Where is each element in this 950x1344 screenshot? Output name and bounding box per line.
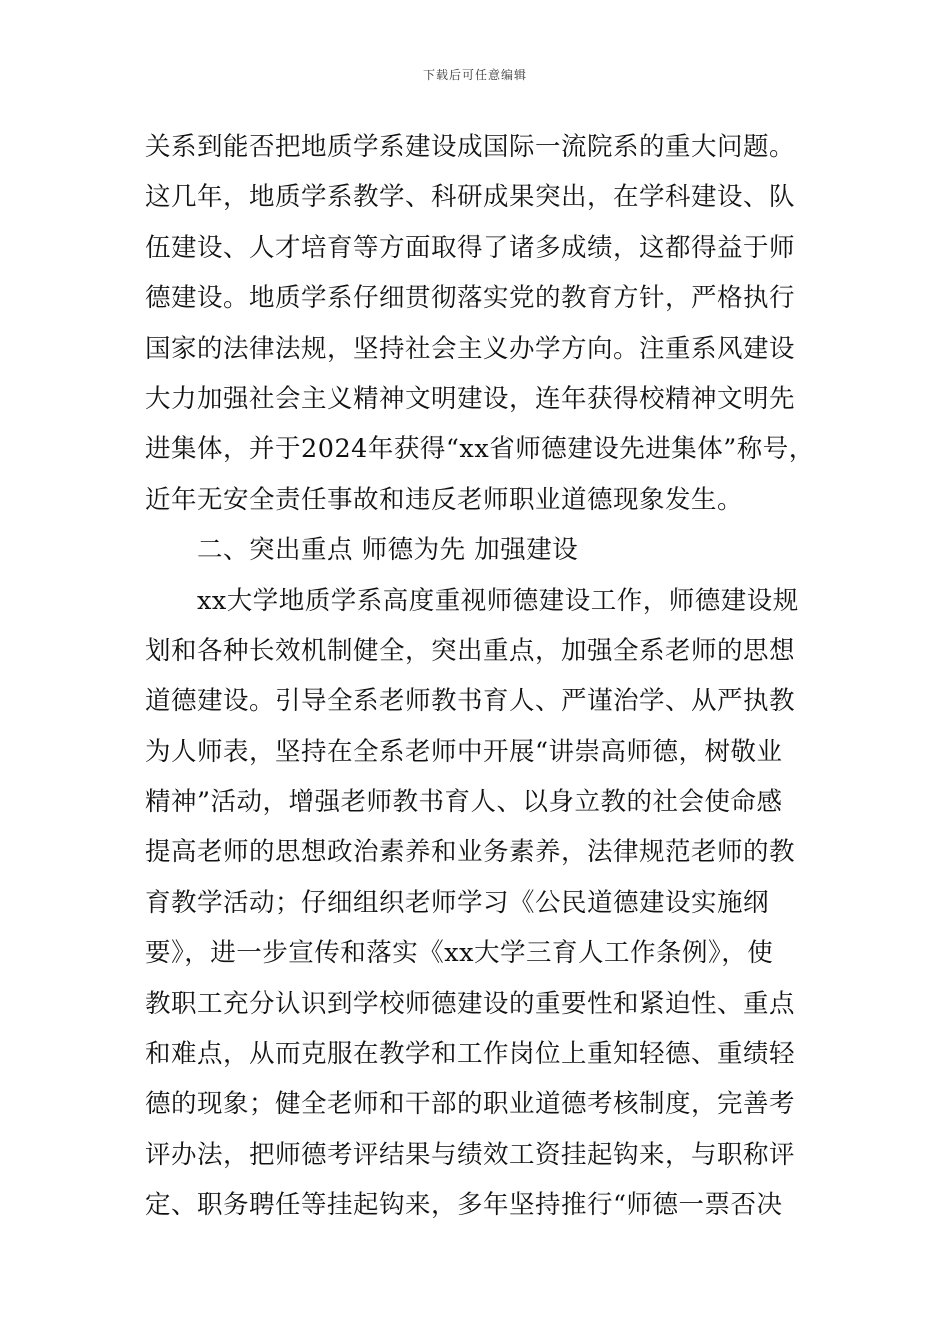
page-header: 下载后可任意编辑 [422,68,527,82]
text-line: 育教学活动；仔细组织老师学习《公民道德建设实施纲 [145,887,770,918]
text-line: 为人师表，坚持在全系老师中开展“讲崇高师德，树敬业 [145,736,783,767]
text-line: 定、职务聘任等挂起钩来，多年坚持推行“师德一票否决 [145,1190,783,1221]
text-line: 关系到能否把地质学系建设成国际一流院系的重大问题。 [145,132,796,162]
text-line: 道德建设。引导全系老师教书育人、严谨治学、从严执教 [145,686,796,717]
text-line: 评办法，把师德考评结果与绩效工资挂起钩来，与职称评 [145,1139,796,1170]
section-heading: 二、突出重点 师德为先 加强建设 [197,535,579,566]
text-line: 和难点，从而克服在教学和工作岗位上重知轻德、重绩轻 [145,1039,796,1070]
text-line: 近年无安全责任事故和违反老师职业道德现象发生。 [145,484,744,515]
text-line: 德建设。地质学系仔细贯彻落实党的教育方针，严格执行 [145,283,796,314]
text-line: 德的现象；健全老师和干部的职业道德考核制度，完善考 [145,1089,796,1120]
text-line: 精神”活动，增强老师教书育人、以身立教的社会使命感 [145,787,783,818]
text-line: 划和各种长效机制健全，突出重点，加强全系老师的思想 [145,635,796,666]
text-line: 进集体，并于2024年获得“xx省师德建设先进集体”称号， [145,434,815,465]
text-line: 伍建设、人才培育等方面取得了诸多成绩，这都得益于师 [145,232,796,263]
document-body [145,127,835,1236]
text-line: 要》，进一步宣传和落实《xx大学三育人工作条例》，使 [145,938,774,969]
text-line: 国家的法律法规，坚持社会主义办学方向。注重系风建设 [145,333,796,364]
text-line: 提高老师的思想政治素养和业务素养，法律规范老师的教 [145,837,796,868]
text-line: 大力加强社会主义精神文明建设，连年获得校精神文明先 [145,383,796,414]
text-line: xx大学地质学系高度重视师德建设工作，师德建设规 [197,585,799,616]
text-line: 这几年，地质学系教学、科研成果突出，在学科建设、队 [145,182,796,213]
text-line: 教职工充分认识到学校师德建设的重要性和紧迫性、重点 [145,988,796,1019]
